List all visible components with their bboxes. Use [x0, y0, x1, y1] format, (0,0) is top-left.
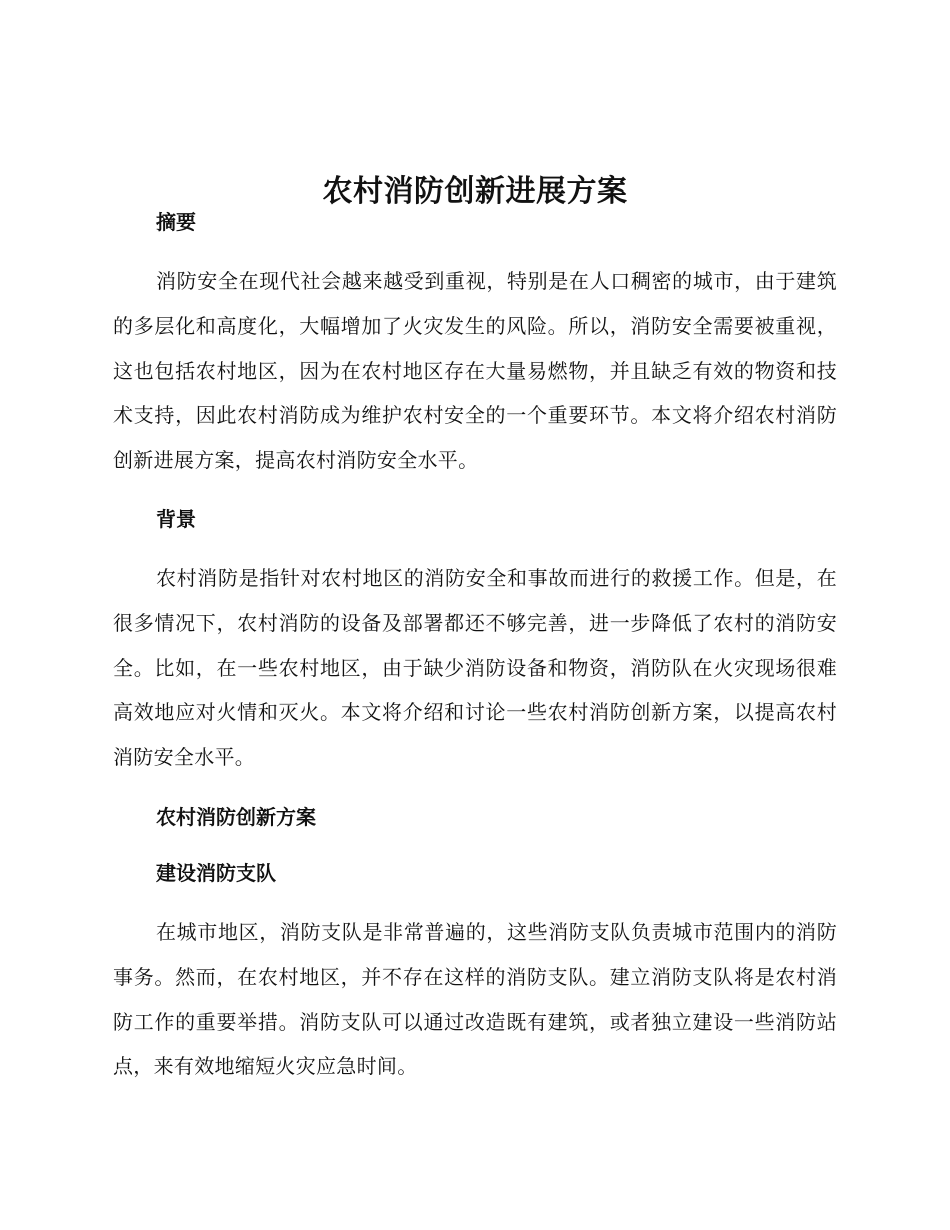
subsection-heading-fire-brigade: 建设消防支队 [156, 860, 276, 885]
section-heading-innovation-scheme: 农村消防创新方案 [156, 804, 316, 829]
section-paragraph-abstract: 消防安全在现代社会越来越受到重视，特别是在人口稠密的城市，由于建筑的多层化和高度化，大幅增加了火灾发生的风险。所以，消防安全需要被重视，这也包括农村地区，因为在农村地区存在大量易燃物，并且缺乏有效的物资和技术支持，因此农村消防成为维护农村安全的一个重要环节。本文将介绍农村消防创新进展方案，提高农村消防安全水平。 [113, 269, 837, 473]
section-heading-background: 背景 [156, 506, 196, 531]
section-heading-abstract: 摘要 [156, 210, 196, 234]
document-title: 农村消防创新进展方案 [322, 174, 628, 210]
subsection-paragraph-fire-brigade: 在城市地区，消防支队是非常普遍的，这些消防支队负责城市范围内的消防事务。然而，在农村地区，并不存在这样的消防支队。建立消防支队将是农村消防工作的重要举措。消防支队可以通过改造既有建筑，或者独立建设一些消防站点，来有效地缩短火灾应急时间。 [113, 919, 837, 1079]
document-body [113, 203, 837, 1089]
section-paragraph-background: 农村消防是指针对农村地区的消防安全和事故而进行的救援工作。但是，在很多情况下，农村消防的设备及部署都还不够完善，进一步降低了农村的消防安全。比如，在一些农村地区，由于缺少消防设备和物资，消防队在火灾现场很难高效地应对火情和灭火。本文将介绍和讨论一些农村消防创新方案，以提高农村消防安全水平。 [113, 565, 837, 770]
